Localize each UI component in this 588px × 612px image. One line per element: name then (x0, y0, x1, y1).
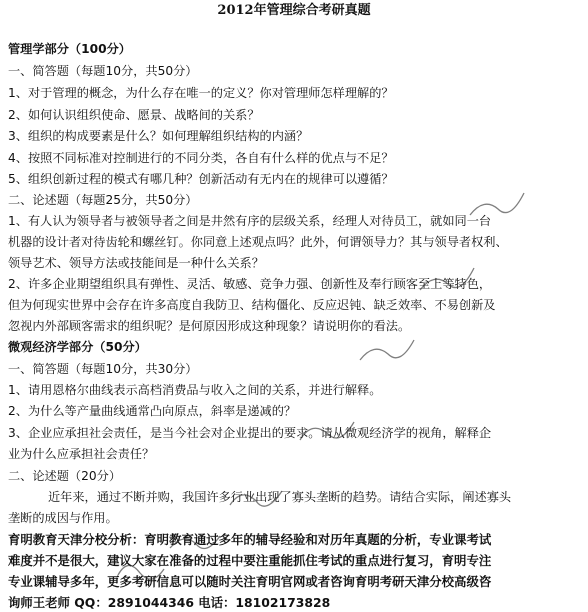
mgmt-essay-question-1-line-1: 1、有人认为领导者与被领导者之间是井然有序的层级关系，经理人对待员工，就如同一台 (8, 214, 492, 228)
micro-short-question-3-line-2: 业为什么应承担社会责任？ (8, 447, 155, 461)
micro-short-question-1: 1、请用恩格尔曲线表示高档消费品与收入之间的关系，并进行解释。 (8, 383, 382, 397)
micro-essay-heading: 二、论述题（20分） (8, 469, 122, 483)
micro-short-question-3-line-1: 3、企业应承担社会责任，是当今社会对企业提出的要求。请从微观经济学的视角，解释企 (8, 426, 492, 440)
document-title: 2012年管理综合考研真题 (217, 3, 371, 18)
mgmt-essay-question-2-line-1: 2、许多企业期望组织具有弹性、灵活、敏感、竞争力强、创新性及奉行顾客至上等特色， (8, 277, 492, 291)
mgmt-section-heading: 管理学部分（100分） (8, 42, 131, 56)
footer-note-line-2: 难度并不是很大，建议大家在准备的过程中要注重能抓住考试的重点进行复习，育明专注 (8, 553, 492, 568)
micro-essay-question-line-2: 垄断的成因与作用。 (8, 511, 118, 525)
micro-short-answer-heading: 一、简答题（每题10分，共30分） (8, 362, 198, 376)
mgmt-short-answer-heading: 一、简答题（每题10分，共50分） (8, 64, 198, 78)
mgmt-essay-question-2-line-2: 但为何现实世界中会存在许多高度自我防卫、结构僵化、反应迟钝、缺乏效率、不易创新及 (8, 298, 496, 312)
micro-section-heading: 微观经济学部分（50分） (8, 340, 147, 354)
micro-essay-question-line-1: 近年来，通过不断并购，我国许多行业出现了寡头垄断的趋势。请结合实际，阐述寡头 (48, 490, 512, 504)
mgmt-short-question-3: 3、组织的构成要素是什么？如何理解组织结构的内涵？ (8, 129, 309, 143)
mgmt-short-question-4: 4、按照不同标准对控制进行的不同分类，各自有什么样的优点与不足？ (8, 151, 394, 165)
footer-note-line-3: 专业课辅导多年，更多考研信息可以随时关注育明官网或者咨询育明考研天津分校高级咨 (8, 574, 492, 589)
mgmt-essay-heading: 二、论述题（每题25分，共50分） (8, 193, 198, 207)
mgmt-short-question-1: 1、对于管理的概念，为什么存在唯一的定义？你对管理师怎样理解的？ (8, 86, 394, 100)
footer-note-line-1: 育明教育天津分校分析：育明教育通过多年的辅导经验和对历年真题的分析，专业课考试 (8, 532, 492, 547)
mgmt-essay-question-1-line-2: 机器的设计者对待齿轮和螺丝钉。你同意上述观点吗？此外，何谓领导力？其与领导者权利、 (8, 235, 508, 249)
mgmt-short-question-5: 5、组织创新过程的模式有哪几种？创新活动有无内在的规律可以遵循？ (8, 172, 394, 186)
footer-note-line-4: 询师王老师 QQ：2891044346 电话：18102173828 (8, 595, 331, 610)
mgmt-essay-question-1-line-3: 领导艺术、领导方法或技能间是一种什么关系？ (8, 256, 264, 270)
mgmt-essay-question-2-line-3: 忽视内外部顾客需求的组织呢？是何原因形成这种现象？请说明你的看法。 (8, 319, 411, 333)
mgmt-short-question-2: 2、如何认识组织使命、愿景、战略间的关系？ (8, 108, 260, 122)
micro-short-question-2: 2、为什么等产量曲线通常凸向原点，斜率是递减的？ (8, 404, 297, 418)
